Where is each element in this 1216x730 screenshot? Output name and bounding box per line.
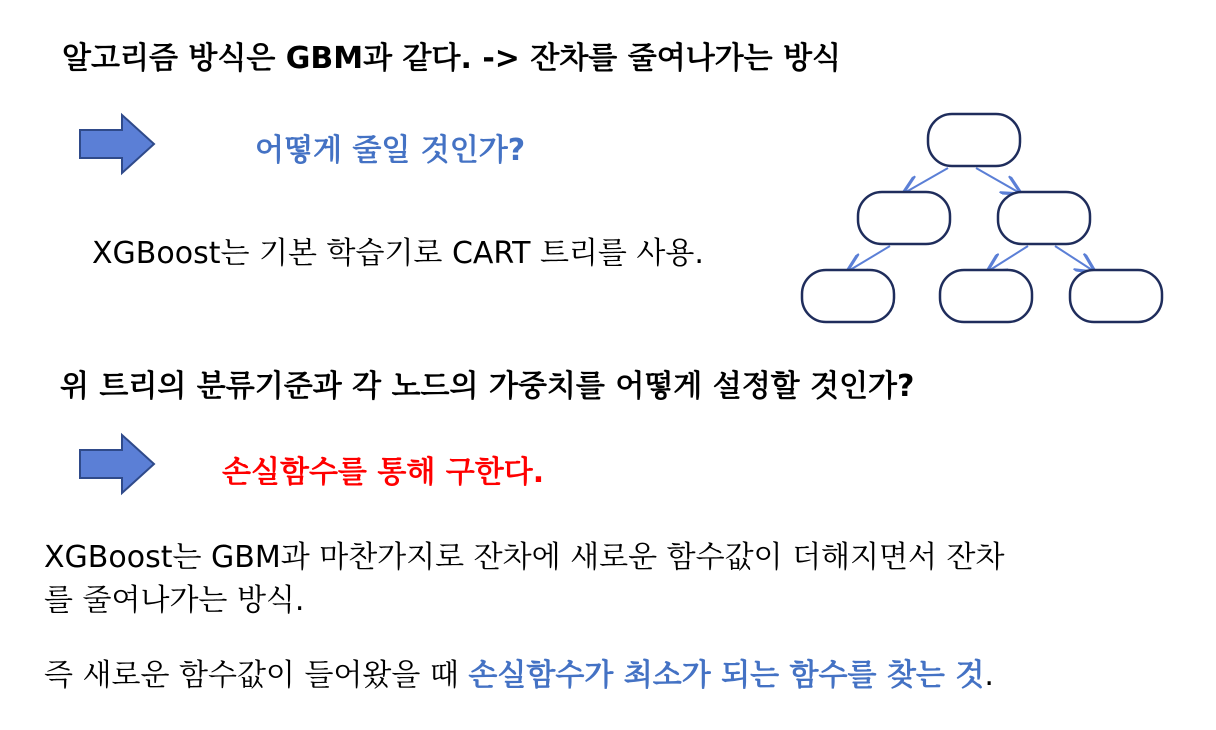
- tree-root-node: [928, 114, 1020, 166]
- right-arrow-icon: [78, 432, 158, 496]
- decision-tree-diagram: [0, 0, 1216, 340]
- answer-loss-function: 손실함수를 통해 구한다.: [222, 455, 545, 490]
- tree-internal-node: [998, 192, 1090, 244]
- tree-edge: [990, 246, 1028, 270]
- question-split-and-weights: 위 트리의 분류기준과 각 노드의 가중치를 어떻게 설정할 것인가?: [60, 369, 915, 404]
- conclusion-prefix: 즉 새로운 함수값이 들어왔을 때: [44, 658, 469, 693]
- tree-internal-node: [858, 192, 950, 244]
- cart-description: XGBoost는 기본 학습기로 CART 트리를 사용.: [92, 236, 704, 271]
- conclusion-line: [44, 650, 994, 694]
- conclusion-highlight: 손실함수가 최소가 되는 함수를 찾는 것: [468, 658, 985, 693]
- tree-edge: [1055, 246, 1092, 270]
- explanation-line-2: 를 줄여나가는 방식.: [44, 583, 305, 618]
- question-how-to-reduce: 어떻게 줄일 것인가?: [255, 133, 526, 168]
- page-title: 알고리즘 방식은 GBM과 같다. -> 잔차를 줄여나가는 방식: [62, 41, 842, 76]
- conclusion-suffix: .: [984, 658, 994, 693]
- tree-edge: [976, 168, 1018, 192]
- tree-edge: [850, 246, 890, 270]
- tree-leaf-node: [940, 270, 1032, 322]
- tree-leaf-node: [802, 270, 894, 322]
- tree-leaf-node: [1070, 270, 1162, 322]
- explanation-line-1: XGBoost는 GBM과 마찬가지로 잔차에 새로운 함수값이 더해지면서 잔차: [44, 540, 1005, 575]
- tree-edge: [906, 168, 948, 192]
